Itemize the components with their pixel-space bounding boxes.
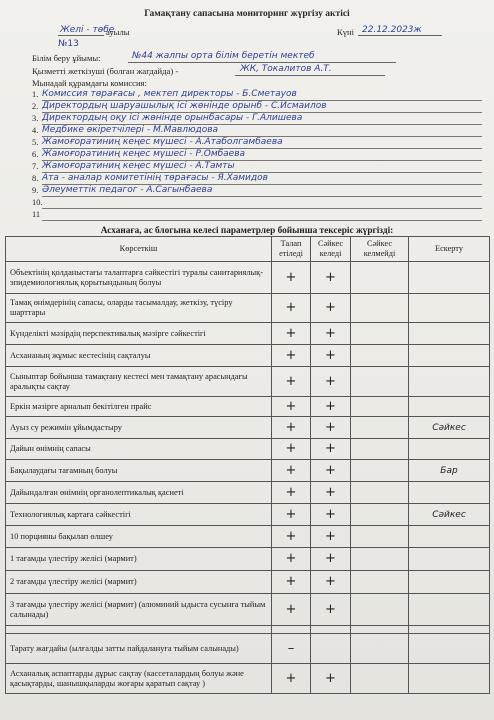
- commission-member: 3. Директордың оқу ісі жөнінде орынбасары - Г.Алишева: [32, 113, 303, 123]
- table-row: Тамақ өнімдерінің сапасы, оларды тасымалдау, жеткізу, түсіру шарттары + +: [6, 294, 490, 323]
- note-cell: [409, 323, 490, 345]
- commission-member: 5. Жамоғоратиниң кеңес мүшесі - А.Атаболгамбаева: [32, 137, 283, 147]
- required-mark: +: [272, 439, 311, 460]
- table-row: 1 тағамды үлестіру желісі (мармит) + +: [6, 548, 490, 571]
- commission-member: 6. Жамоғоратиниң кеңес мүшесі - Р.Омбаева: [32, 149, 246, 159]
- commission-line: [42, 196, 482, 197]
- complies-mark: +: [311, 367, 351, 397]
- header-not-complies: Сәйкес келмейді: [351, 237, 409, 262]
- village-underline: [58, 35, 104, 36]
- complies-mark: +: [311, 460, 351, 482]
- village-label: ауылы: [106, 27, 130, 37]
- complies-mark: +: [311, 417, 351, 439]
- provider-underline: [235, 75, 385, 76]
- note-cell: [409, 571, 490, 594]
- not-complies-mark: [351, 417, 409, 439]
- not-complies-mark: [351, 548, 409, 571]
- table-row: Асханалық аспаптарды дұрыс сақтау (кассеталардың болуы және қасықтарды, шанышқыларды жоғары қаратып сақтау ) + +: [6, 664, 490, 694]
- commission-member: 8. Ата - аналар комитетінің төрағасы - Я.Хамидов: [32, 173, 268, 183]
- complies-mark: +: [311, 439, 351, 460]
- required-mark: –: [272, 634, 311, 664]
- not-complies-mark: [351, 526, 409, 548]
- not-complies-mark: [351, 439, 409, 460]
- date-label: Күні: [337, 27, 355, 37]
- required-mark: +: [272, 417, 311, 439]
- complies-mark: +: [311, 664, 351, 694]
- required-mark: +: [272, 526, 311, 548]
- complies-mark: +: [311, 571, 351, 594]
- not-complies-mark: [351, 460, 409, 482]
- not-complies-mark: [351, 482, 409, 504]
- not-complies-mark: [351, 397, 409, 417]
- note-cell: [409, 397, 490, 417]
- not-complies-mark: [351, 504, 409, 526]
- table-gap: [6, 626, 490, 634]
- complies-mark: +: [311, 323, 351, 345]
- required-mark: +: [272, 367, 311, 397]
- table-row: Объектінің қолданыстағы талаптарға сәйкестігі туралы санитариялық-эпидемиологиялық қорытындының болуы + +: [6, 262, 490, 294]
- commission-label: Мынадай құрамдағы комиссия:: [32, 78, 147, 88]
- commission-member: 10.: [32, 198, 43, 207]
- complies-mark: +: [311, 594, 351, 626]
- not-complies-mark: [351, 367, 409, 397]
- document-title: Гамақтану сапасына мониторинг жүргізу актісі: [144, 9, 350, 19]
- note-cell: Сәйкес: [409, 417, 490, 439]
- table-row: Технологиялық картаға сәйкестігі + + Сәйкес: [6, 504, 490, 526]
- provider-label: Қызметті жеткізуші (болган жагдайда) -: [32, 66, 179, 76]
- required-mark: +: [272, 664, 311, 694]
- not-complies-mark: [351, 571, 409, 594]
- table-row: Асхананың жұмыс кестесінің сақталуы + +: [6, 345, 490, 367]
- note-cell: Сәйкес: [409, 504, 490, 526]
- act-number: №13: [58, 39, 79, 49]
- commission-member: 11: [32, 210, 41, 219]
- school-label: Білім беру ұйымы:: [32, 53, 101, 63]
- table-row: 3 тағамды үлестіру желісі (мармит) (алюминий ыдыста сусынға тыйым салынады) + +: [6, 594, 490, 626]
- date-value: 22.12.2023ж: [362, 25, 422, 35]
- commission-member: 7. Жамоғоратиниң кеңес мүшесі - А.Тамты: [32, 161, 235, 171]
- required-mark: +: [272, 323, 311, 345]
- not-complies-mark: [351, 664, 409, 694]
- required-mark: +: [272, 460, 311, 482]
- commission-member: 9. Әлеуметтік педагог - А.Сагынбаева: [32, 185, 213, 195]
- commission-line: [42, 208, 482, 209]
- note-cell: [409, 294, 490, 323]
- table-row: Дайын өнімнің сапасы + +: [6, 439, 490, 460]
- complies-mark: +: [311, 345, 351, 367]
- required-mark: +: [272, 482, 311, 504]
- note-cell: [409, 594, 490, 626]
- complies-mark: +: [311, 482, 351, 504]
- complies-mark: +: [311, 397, 351, 417]
- school-value: №44 жалпы орта білім беретін мектеб: [132, 51, 315, 61]
- required-mark: +: [272, 397, 311, 417]
- commission-member: 1. Комиссия төрағасы , мектеп директоры - Б.Сметауов: [32, 89, 297, 99]
- table-row: Күнделікті мәзірдің перспективалық мәзірге сәйкестігі + +: [6, 323, 490, 345]
- note-cell: [409, 526, 490, 548]
- provider-value: ЖК, Токалитов А.Т.: [240, 64, 332, 74]
- not-complies-mark: [351, 594, 409, 626]
- table-row: Ауыз су режимін ұйымдастыру + + Сәйкес: [6, 417, 490, 439]
- table-row: Дайындалған өнімнің органолептикалық қасиеті + +: [6, 482, 490, 504]
- table-row: Тарату жағдайы (ылғалды затты пайдалануға тыйым салынады) –: [6, 634, 490, 664]
- required-mark: +: [272, 571, 311, 594]
- table-subtitle: Асханаға, ас блогына келесі параметрлер бойынша тексеріс жүргізді:: [100, 226, 394, 236]
- header-indicator: Көрсеткіш: [6, 237, 272, 262]
- table-header-row: [6, 237, 490, 262]
- note-cell: [409, 262, 490, 294]
- not-complies-mark: [351, 262, 409, 294]
- table-row: Еркін мәзірге арналып бекітілген прайс + +: [6, 397, 490, 417]
- not-complies-mark: [351, 634, 409, 664]
- note-cell: [409, 367, 490, 397]
- note-cell: [409, 439, 490, 460]
- not-complies-mark: [351, 323, 409, 345]
- date-underline: [358, 35, 442, 36]
- complies-mark: [311, 634, 351, 664]
- table-row: Сыныптар бойынша тамақтану кестесі мен тамақтану арасындағы аралықты сақтау + +: [6, 367, 490, 397]
- note-cell: [409, 548, 490, 571]
- inspection-table: [5, 236, 490, 694]
- not-complies-mark: [351, 294, 409, 323]
- note-cell: Бар: [409, 460, 490, 482]
- table-row: Бақылаудағы тағамның болуы + + Бар: [6, 460, 490, 482]
- header-complies: Сәйкес келеді: [311, 237, 351, 262]
- required-mark: +: [272, 294, 311, 323]
- commission-line: [42, 220, 482, 221]
- note-cell: [409, 664, 490, 694]
- note-cell: [409, 634, 490, 664]
- table-row: 10 порцияны бақылап өлшеу + +: [6, 526, 490, 548]
- commission-member: 2. Директордың шаруашылық ісі жөнінде орынб - С.Исмаилов: [32, 101, 327, 111]
- complies-mark: +: [311, 504, 351, 526]
- complies-mark: +: [311, 294, 351, 323]
- note-cell: [409, 345, 490, 367]
- village-value: Желі - төбе: [60, 25, 115, 35]
- required-mark: +: [272, 262, 311, 294]
- complies-mark: +: [311, 262, 351, 294]
- school-underline: [128, 62, 396, 63]
- table-row: 2 тағамды үлестіру желісі (мармит) + +: [6, 571, 490, 594]
- note-cell: [409, 482, 490, 504]
- header-notes: Ескерту: [409, 237, 490, 262]
- header-required: Талап етіледі: [272, 237, 311, 262]
- required-mark: +: [272, 504, 311, 526]
- required-mark: +: [272, 594, 311, 626]
- complies-mark: +: [311, 526, 351, 548]
- complies-mark: +: [311, 548, 351, 571]
- not-complies-mark: [351, 345, 409, 367]
- commission-member: 4. Медбике өкіретчілері - М.Мавлюдова: [32, 125, 219, 135]
- required-mark: +: [272, 345, 311, 367]
- required-mark: +: [272, 548, 311, 571]
